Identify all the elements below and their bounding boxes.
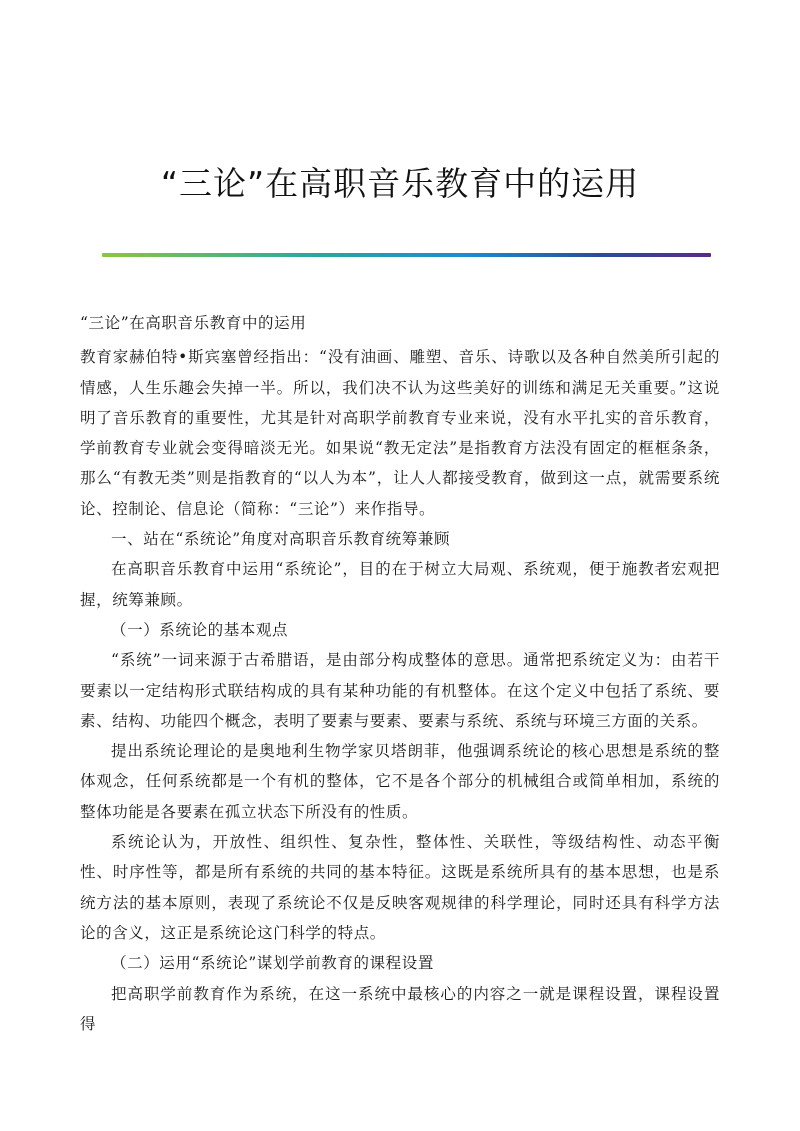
document-body bbox=[80, 308, 720, 1039]
subsection-heading-1-1: （一）系统论的基本观点 bbox=[111, 620, 289, 639]
paragraph-bertalanffy: 提出系统论理论的是奥地利生物学家贝塔朗菲，他强调系统论的核心思想是系统的整体观念，任何系统都是一个有机的整体，它不是各个部分的机械组合或简单相加，系统的整体功能是各要素在孤立状态下所没有的性质。 bbox=[80, 742, 720, 821]
paragraph-intro: 教育家赫伯特•斯宾塞曾经指出：“没有油画、雕塑、音乐、诗歌以及各种自然美所引起的情感，人生乐趣会失掉一半。所以，我们决不认为这些美好的训练和满足无关重要。”这说明了音乐教育的重要性，尤其是针对高职学前教育专业来说，没有水平扎实的音乐教育，学前教育专业就会变得暗淡无光。如果说“教无定法”是指教育方法没有固定的框框条条，那么“有教无类”则是指教育的“以人为本”，让人人都接受教育，做到这一点，就需要系统论、控制论、信息论（简称：“三论”）来作指导。 bbox=[80, 348, 720, 518]
section-heading-1: 一、站在“系统论”角度对高职音乐教育统筹兼顾 bbox=[111, 530, 451, 549]
paragraph-system-definition: “系统”一词来源于古希腊语，是由部分构成整体的意思。通常把系统定义为：由若干要素以一定结构形式联结构成的具有某种功能的有机整体。在这个定义中包括了系统、要素、结构、功能四个概念，表明了要素与要素、要素与系统、系统与环境三方面的关系。 bbox=[80, 651, 720, 730]
subsection-heading-1-2: （二）运用“系统论”谋划学前教育的课程设置 bbox=[111, 954, 434, 973]
title-divider bbox=[102, 253, 711, 257]
paragraph-section-1-intro: 在高职音乐教育中运用“系统论”，目的在于树立大局观、系统观，便于施教者宏观把握，统筹兼顾。 bbox=[80, 560, 720, 609]
document-title: “三论”在高职音乐教育中的运用 bbox=[160, 164, 640, 203]
paragraph-system-features: 系统论认为，开放性、组织性、复杂性，整体性、关联性，等级结构性、动态平衡性、时序性等，都是所有系统的共同的基本特征。这既是系统所具有的基本思想，也是系统方法的基本原则，表现了系统论不仅是反映客观规律的科学理论，同时还具有科学方法论的含义，这正是系统论这门科学的特点。 bbox=[80, 833, 720, 942]
paragraph-repeated-title: “三论”在高职音乐教育中的运用 bbox=[80, 314, 307, 332]
paragraph-curriculum: 把高职学前教育作为系统，在这一系统中最核心的内容之一就是课程设置，课程设置得 bbox=[80, 984, 720, 1033]
